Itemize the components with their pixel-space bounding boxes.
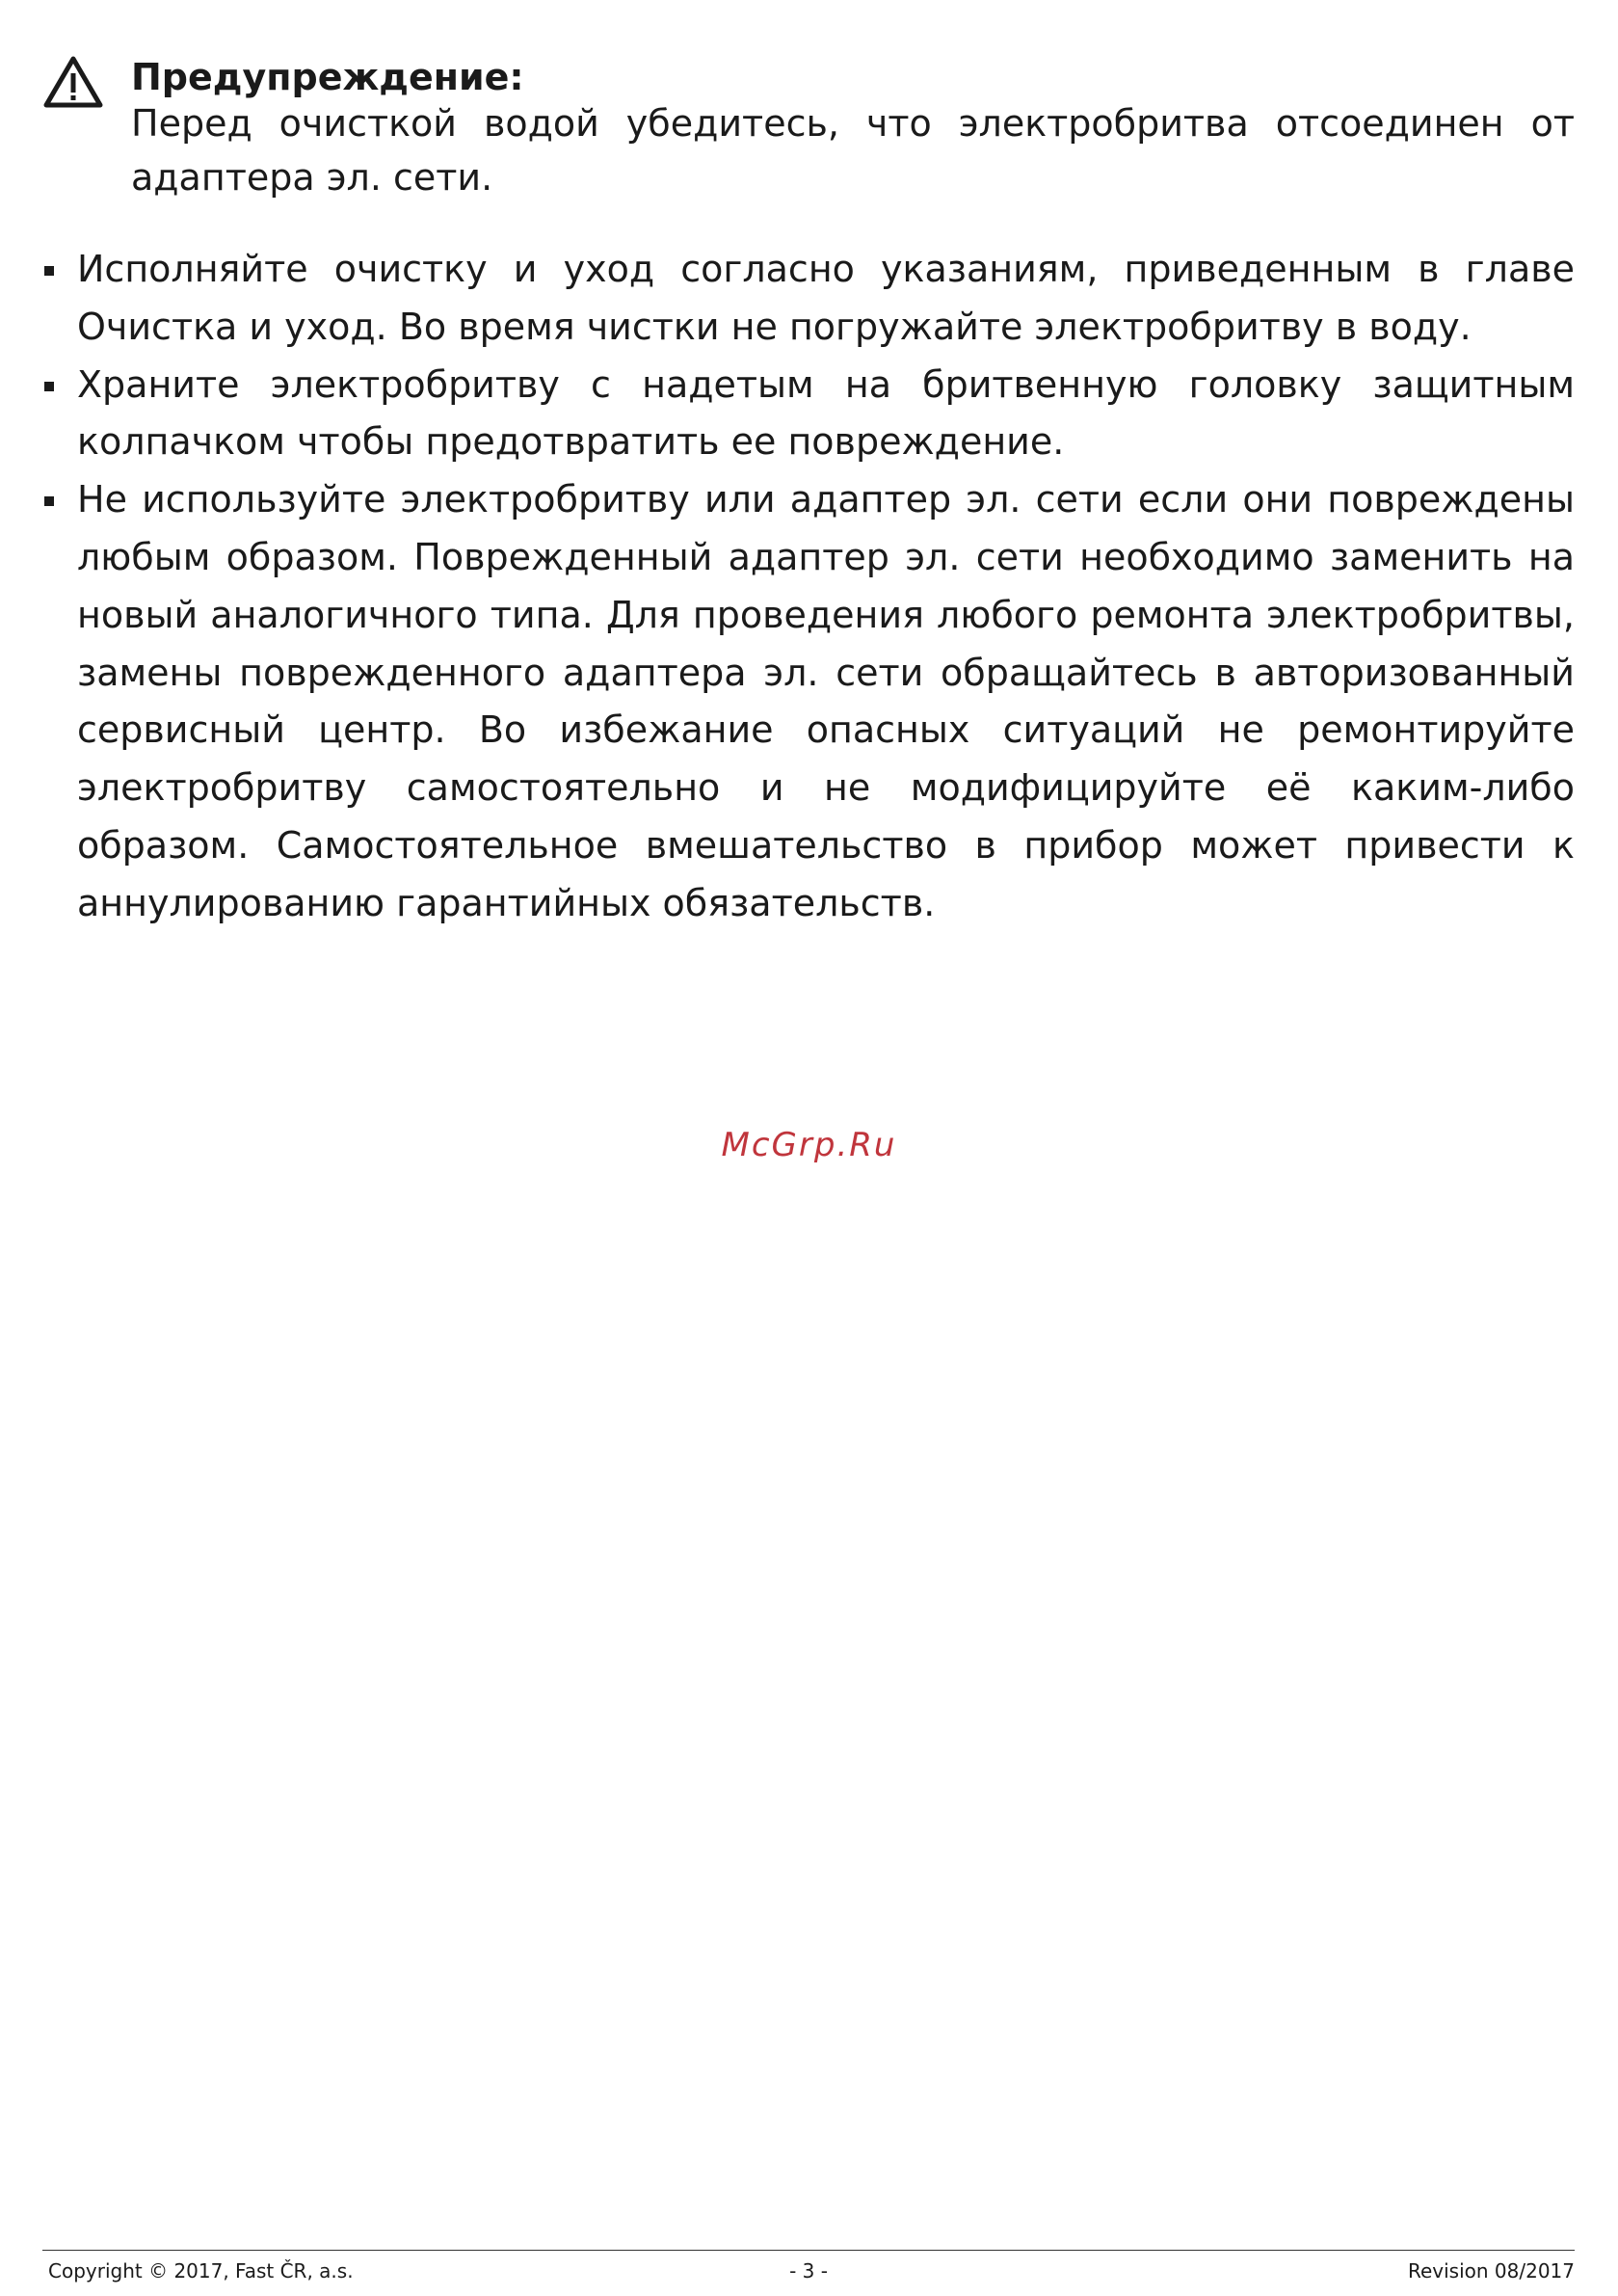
list-item-text: Храните электробритву с надетым на бритвенную головку защитным колпачком чтобы предотвратить ее повреждение.: [77, 362, 1575, 464]
footer-divider: [42, 2250, 1575, 2251]
bullet-square-icon: [44, 496, 54, 506]
footer-revision: Revision 08/2017: [1407, 2259, 1575, 2283]
warning-triangle-icon: [42, 54, 104, 110]
list-item-text: Исполняйте очистку и уход согласно указаниям, приведенным в главе Очистка и уход. Во время чистки не погружайте электробритву в воду.: [77, 248, 1575, 348]
warning-title: Предупреждение:: [131, 56, 524, 98]
bullet-square-icon: [44, 382, 54, 391]
list-item: [42, 357, 1575, 472]
safety-bullet-list: [42, 241, 1575, 933]
watermark: McGrp.Ru: [721, 1126, 897, 1164]
footer-page-number: - 3 -: [789, 2259, 828, 2283]
warning-text: Перед очисткой водой убедитесь, что электробритва отсоединен от адаптера эл. сети.: [131, 102, 1575, 199]
list-item: [42, 471, 1575, 932]
list-item: [42, 241, 1575, 357]
bullet-square-icon: [44, 266, 54, 276]
list-item-text: Не используйте электробритву или адаптер эл. сети если они повреждены любым образом. Поврежденный адаптер эл. сети необходимо заменить на новый аналогичного типа. Для проведения любого ремонта электробритвы, замены поврежденного адаптера эл. сети обращайтесь в авторизованный сервисный центр. Во избежание опасных ситуаций не ремонтируйте электробритву самостоятельно и не модифицируйте её каким-либо образом. Самостоятельное вмешательство в прибор может привести к аннулированию гарантийных обязательств.: [77, 478, 1575, 924]
page-footer: [42, 2254, 1575, 2288]
footer-copyright: Copyright © 2017, Fast ČR, a.s.: [48, 2259, 354, 2283]
